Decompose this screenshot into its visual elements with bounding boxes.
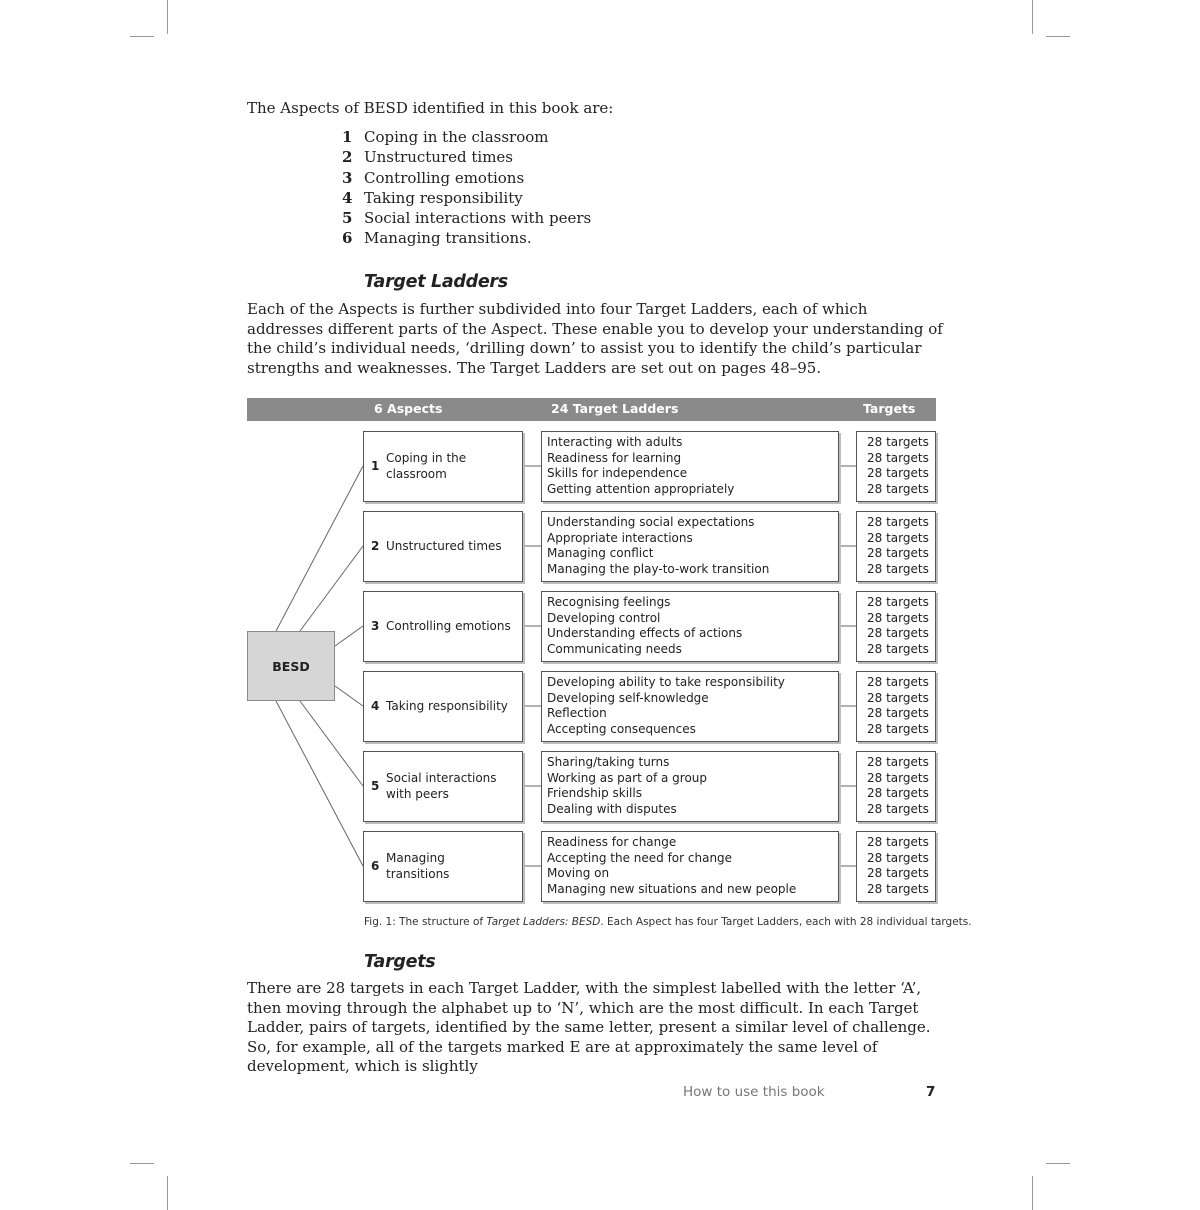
root-node-besd: BESD (247, 631, 335, 701)
target-item: 28 targets (867, 755, 929, 769)
ladder-item: Skills for independence (547, 466, 688, 481)
ladder-item: Developing control (547, 610, 661, 625)
ladder-item: Readiness for change (547, 835, 677, 849)
list-number: 1 (342, 128, 353, 146)
connector-line (300, 701, 363, 786)
list-number: 4 (342, 188, 353, 207)
aspect-box (363, 831, 523, 902)
crop-mark (167, 1176, 168, 1210)
list-item (342, 209, 591, 229)
caption-title: Target Ladders: BESD (486, 916, 601, 928)
ladder-box (541, 511, 839, 582)
target-item: 28 targets (867, 786, 929, 801)
aspect-label: Unstructured times (386, 538, 502, 553)
ladder-item: Recognising feelings (547, 595, 671, 609)
ladder-item: Developing self-knowledge (547, 690, 709, 705)
crop-mark (1032, 1176, 1033, 1210)
target-item: 28 targets (867, 626, 929, 641)
aspect-label: Managing transitions (386, 850, 450, 881)
aspect-list (342, 128, 591, 250)
aspect-number: 5 (371, 778, 380, 793)
connector-line (276, 466, 363, 631)
aspect-box (363, 431, 523, 502)
target-item: 28 targets (867, 706, 929, 721)
ladder-item: Readiness for learning (547, 450, 682, 465)
header-aspects: 6 Aspects (374, 401, 443, 416)
crop-mark (1046, 36, 1070, 37)
aspect-number: 1 (371, 458, 380, 473)
ladder-item: Friendship skills (547, 786, 642, 801)
ladder-item: Managing the play-to-work transition (547, 562, 770, 577)
ladder-item: Dealing with disputes (547, 802, 677, 817)
crop-mark (167, 0, 168, 34)
list-text: Social interactions with peers (364, 209, 592, 228)
aspect-box (363, 671, 523, 742)
ladder-item: Managing conflict (547, 546, 654, 561)
ladder-item: Getting attention appropriately (547, 482, 735, 497)
ladder-item: Appropriate interactions (547, 530, 693, 545)
paragraph-targets: There are 28 targets in each Target Ladder, with the simplest labelled with the letter ‘A’, then moving through the alphabet up to ‘N’, which are the most difficult. In each Target Ladder, pairs of targets, identified by the same letter, present a similar level of challenge. So, for example, all of the targets marked E are at approximately the same level of development, which is slightly (247, 979, 931, 1075)
target-item: 28 targets (867, 466, 929, 481)
aspect-box (363, 511, 523, 582)
target-item: 28 targets (867, 850, 929, 865)
aspect-box (363, 591, 523, 662)
caption-prefix: Fig. 1: The structure of (364, 916, 487, 928)
crop-mark (130, 36, 154, 37)
list-item (342, 169, 591, 189)
aspect-label: Social interactions with peers (386, 770, 497, 801)
target-item: 28 targets (867, 450, 929, 465)
crop-mark (130, 1163, 154, 1164)
footer-section-title: How to use this book (683, 1084, 825, 1100)
connector-line (335, 626, 363, 646)
target-item: 28 targets (867, 690, 929, 705)
crop-mark (1046, 1163, 1070, 1164)
target-item: 28 targets (867, 802, 929, 817)
list-item (342, 128, 591, 148)
list-item (342, 189, 591, 209)
targets-box (856, 751, 936, 822)
section-heading-target-ladders: Target Ladders (364, 272, 508, 292)
list-number: 5 (342, 209, 353, 228)
target-item: 28 targets (867, 435, 929, 449)
target-item: 28 targets (867, 866, 929, 881)
connector-line (300, 546, 363, 631)
ladder-item: Managing new situations and new people (547, 882, 797, 897)
header-ladders: 24 Target Ladders (551, 401, 679, 416)
targets-box (856, 511, 936, 582)
aspect-number: 4 (371, 698, 380, 713)
ladder-item: Communicating needs (547, 642, 682, 657)
aspect-label: Controlling emotions (386, 618, 511, 633)
ladder-item: Reflection (547, 706, 607, 721)
target-item: 28 targets (867, 482, 929, 497)
figure-caption (364, 916, 972, 928)
ladder-item: Accepting consequences (547, 722, 696, 737)
targets-box (856, 431, 936, 502)
intro-text: The Aspects of BESD identified in this book are: (247, 99, 614, 117)
aspect-number: 6 (371, 858, 380, 873)
list-text: Managing transitions. (364, 229, 532, 248)
target-item: 28 targets (867, 546, 929, 561)
list-item (342, 148, 591, 168)
crop-mark (1032, 0, 1033, 34)
list-text: Taking responsibility (364, 188, 523, 207)
targets-box (856, 671, 936, 742)
target-item: 28 targets (867, 675, 929, 689)
list-item (342, 229, 591, 249)
ladder-item: Interacting with adults (547, 435, 683, 449)
list-number: 6 (342, 229, 353, 248)
ladder-item: Accepting the need for change (547, 850, 733, 865)
target-item: 28 targets (867, 530, 929, 545)
ladder-item: Understanding effects of actions (547, 626, 743, 641)
list-number: 2 (342, 148, 353, 167)
list-text: Controlling emotions (364, 168, 525, 187)
ladder-box (541, 671, 839, 742)
aspect-number: 2 (371, 538, 380, 553)
aspect-number: 3 (371, 618, 380, 633)
target-item: 28 targets (867, 642, 929, 657)
page-number: 7 (926, 1084, 936, 1100)
target-item: 28 targets (867, 595, 929, 609)
aspect-label: Taking responsibility (386, 698, 508, 713)
list-text: Coping in the classroom (364, 128, 549, 146)
ladder-box (541, 831, 839, 902)
aspect-box (363, 751, 523, 822)
target-item: 28 targets (867, 882, 929, 897)
caption-suffix: . Each Aspect has four Target Ladders, each with 28 individual targets. (600, 916, 972, 928)
target-item: 28 targets (867, 770, 929, 785)
list-number: 3 (342, 168, 353, 187)
target-item: 28 targets (867, 515, 929, 529)
section-heading-targets: Targets (364, 952, 436, 972)
ladder-item: Sharing/taking turns (547, 755, 670, 769)
target-item: 28 targets (867, 562, 929, 577)
paragraph-target-ladders: Each of the Aspects is further subdivided into four Target Ladders, each of which addresses different parts of the Aspect. These enable you to develop your understanding of the child’s individual needs, ‘drilling down’ to assist you to identify the child’s particular strengths and weaknesses. The Target Ladders are set out on pages 48–95. (247, 300, 943, 377)
ladder-item: Understanding social expectations (547, 515, 755, 529)
list-text: Unstructured times (364, 148, 513, 167)
targets-box (856, 831, 936, 902)
header-targets: Targets (863, 401, 916, 416)
ladder-box (541, 751, 839, 822)
target-item: 28 targets (867, 722, 929, 737)
targets-box (856, 591, 936, 662)
target-item: 28 targets (867, 835, 929, 849)
ladder-box (541, 591, 839, 662)
aspect-label: Coping in the classroom (386, 450, 467, 481)
ladder-box (541, 431, 839, 502)
connector-line (335, 686, 363, 706)
connector-line (276, 701, 363, 866)
ladder-item: Moving on (547, 866, 610, 881)
ladder-item: Developing ability to take responsibility (547, 675, 785, 689)
target-item: 28 targets (867, 610, 929, 625)
figure-header-bar (247, 398, 936, 421)
ladder-item: Working as part of a group (547, 770, 708, 785)
